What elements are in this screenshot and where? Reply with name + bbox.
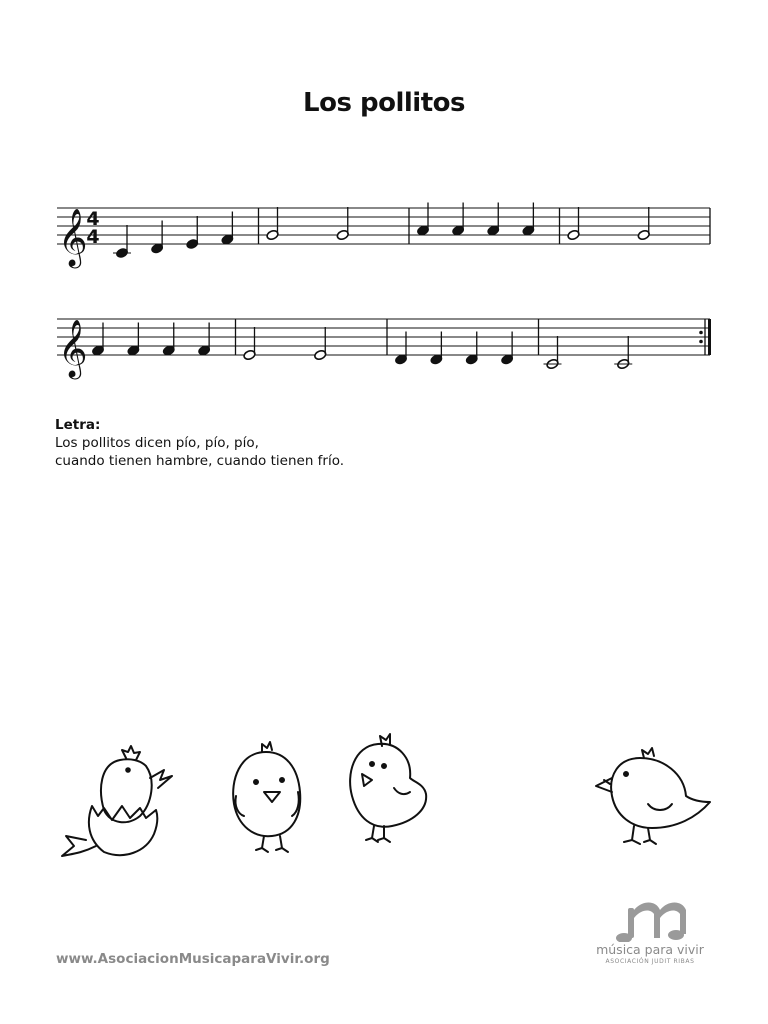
- lyrics-line-2: cuando tienen hambre, cuando tienen frío.: [55, 453, 345, 469]
- repeat-dot: [699, 340, 703, 344]
- treble-clef-icon: 𝄞: [58, 208, 88, 266]
- treble-clef-icon: 𝄞: [58, 319, 88, 377]
- final-bar-line: [708, 319, 711, 355]
- lyrics-label: Letra:: [55, 417, 101, 433]
- logo: [594, 898, 734, 970]
- footer-url-link[interactable]: www.AsociacionMusicaparaVivir.org: [56, 951, 330, 967]
- music-staff-1: [0, 192, 768, 272]
- chick-icon: [233, 742, 300, 852]
- time-signature-bottom: 4: [86, 226, 100, 248]
- chick-icon: [62, 746, 172, 856]
- time-signature-top: 4: [86, 208, 100, 230]
- lyrics-block: [55, 416, 344, 470]
- music-staff-2: [0, 303, 768, 383]
- chick-icon: [350, 734, 426, 842]
- lyrics-line-1: Los pollitos dicen pío, pío, pío,: [55, 435, 259, 451]
- logo-title: música para vivir: [596, 942, 704, 957]
- page-title: Los pollitos: [303, 88, 465, 118]
- repeat-dot: [699, 331, 703, 335]
- logo-subtitle: ASOCIACIÓN JUDIT RIBAS: [605, 958, 695, 965]
- chick-illustrations: [0, 730, 768, 870]
- music-note-logo-icon: [594, 898, 706, 942]
- chick-icon: [596, 748, 710, 844]
